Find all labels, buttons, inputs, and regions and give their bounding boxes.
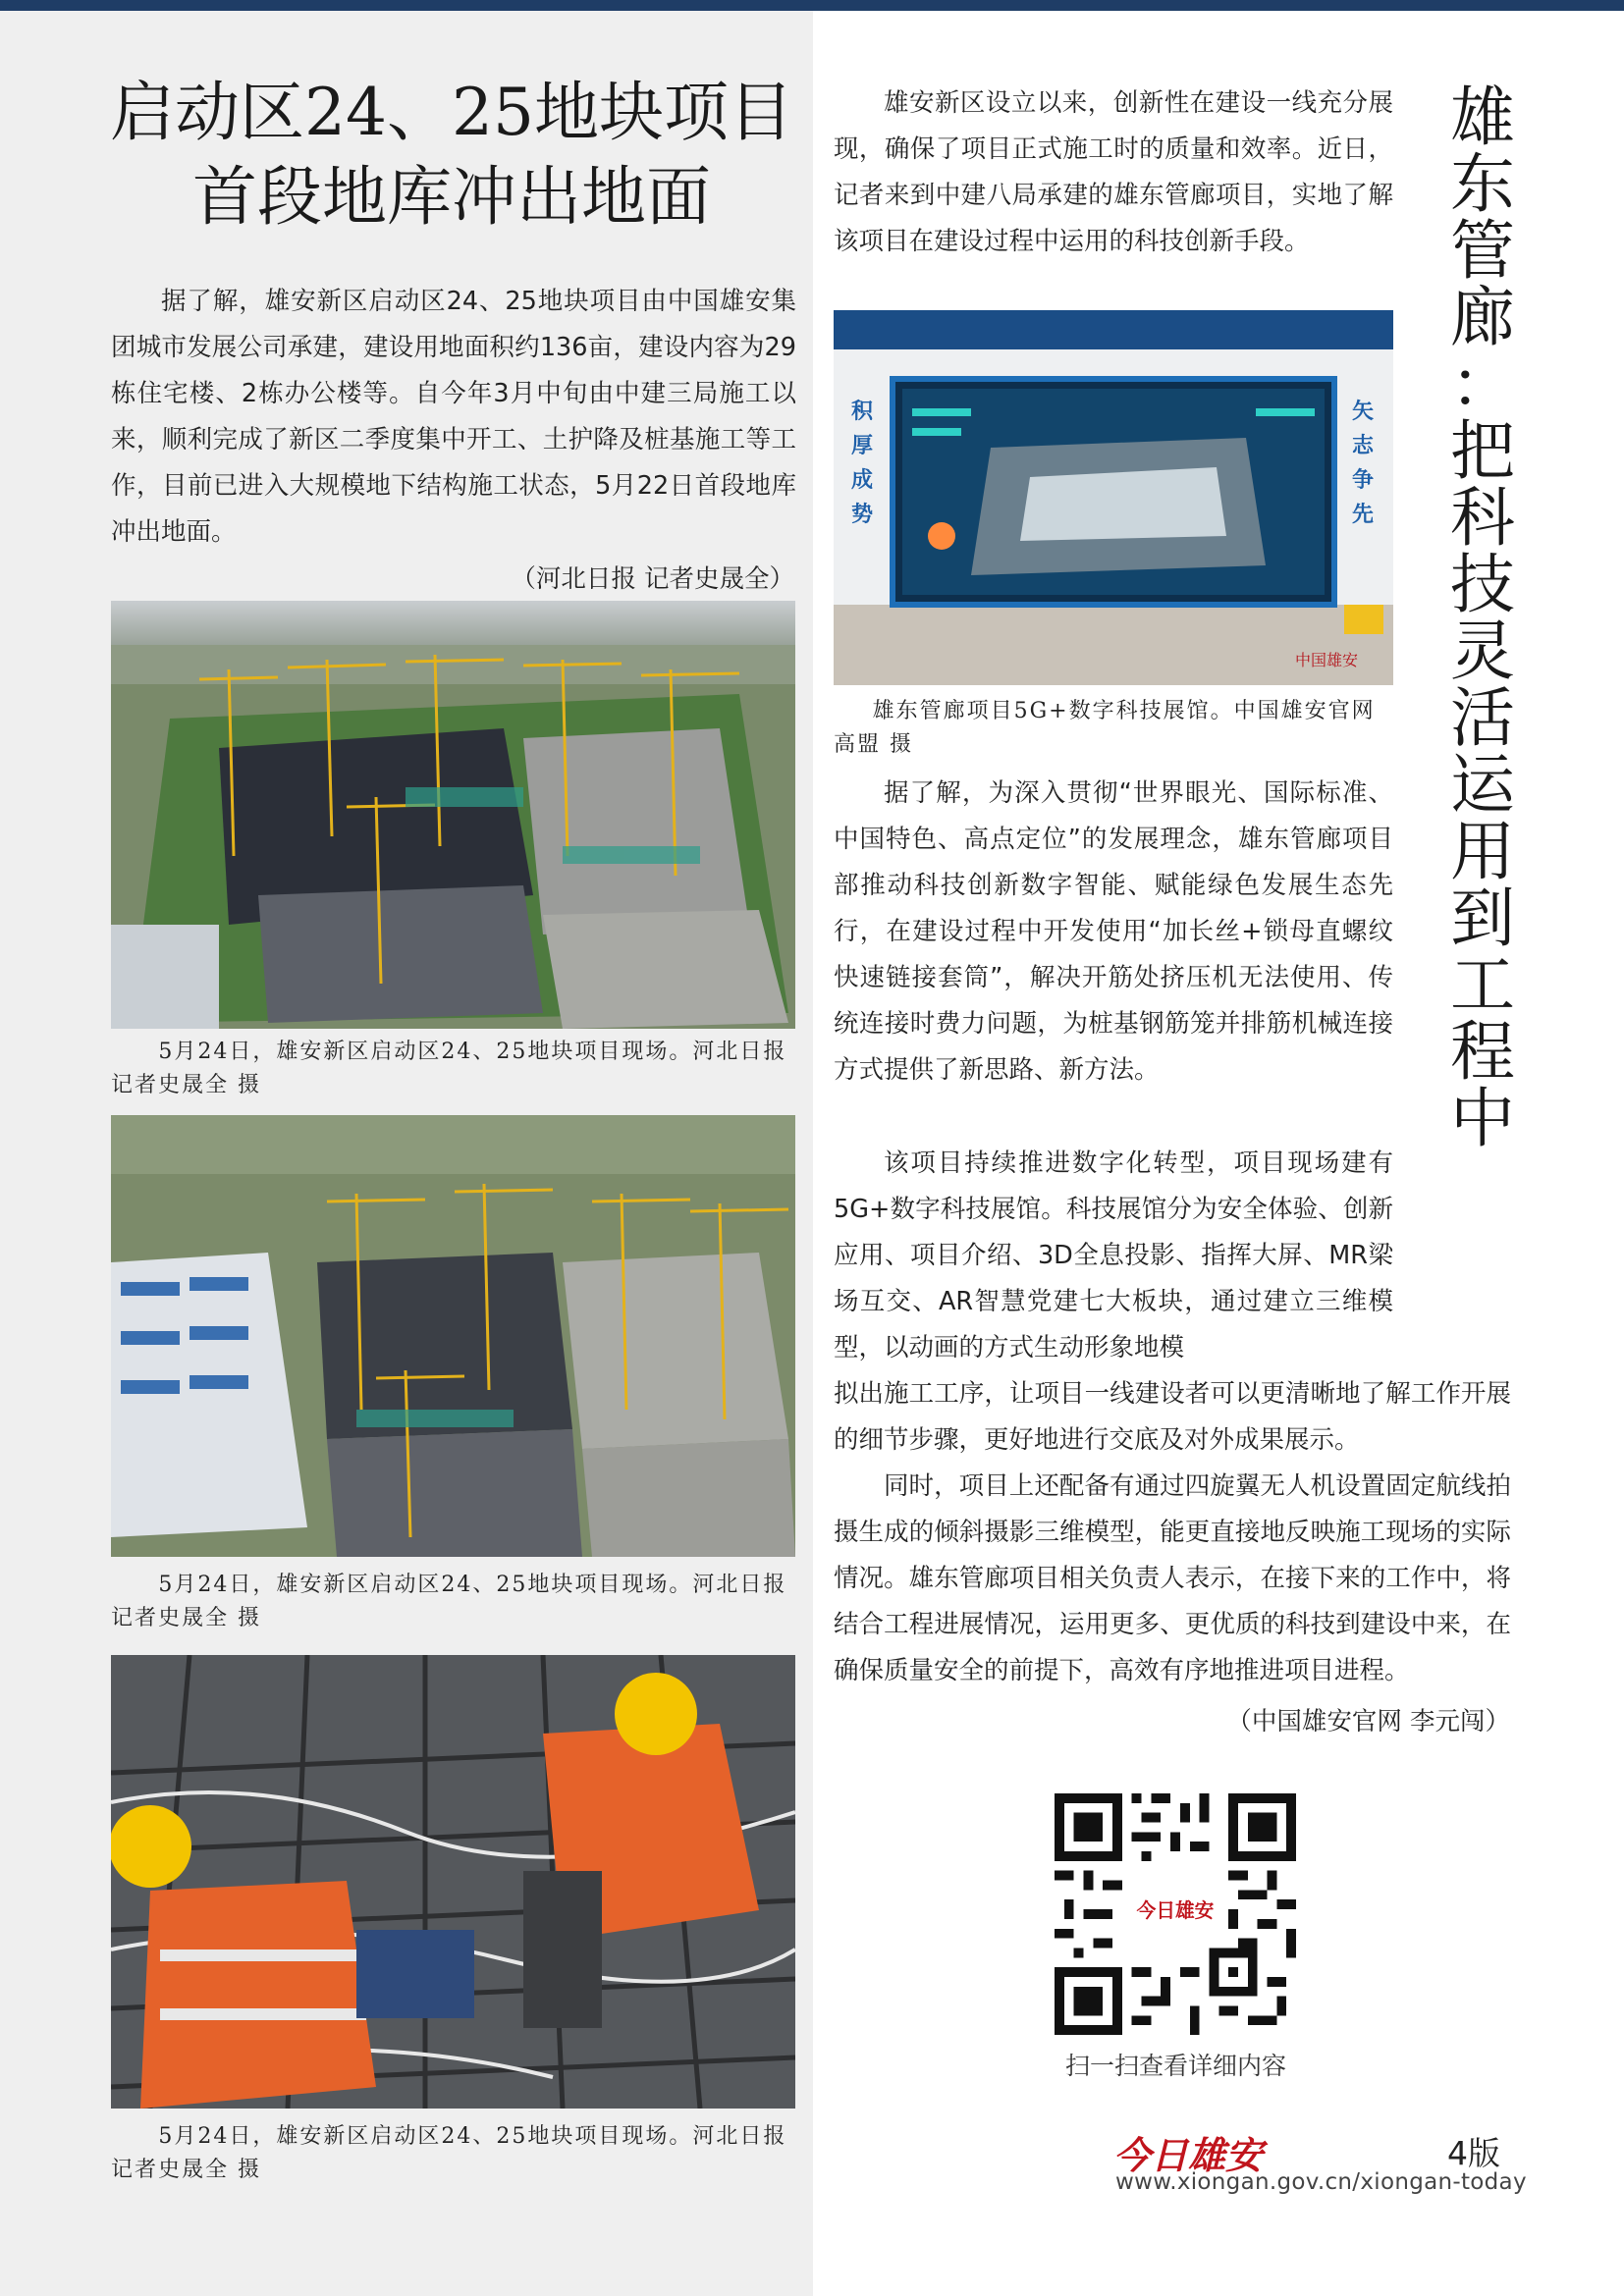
wall-slogan-right-4: 先 (1352, 502, 1375, 527)
brand-logo: 今日雄安 (1113, 2133, 1264, 2177)
qr-caption: 扫一扫查看详细内容 (1064, 2052, 1286, 2080)
wall-slogan-right-3: 争 (1352, 467, 1375, 493)
right-article-credit: （中国雄安官网 李元闯） (1226, 1707, 1510, 1736)
construction-aerial-photo-2 (111, 1115, 795, 1557)
wall-slogan-right-1: 矢 (1352, 399, 1375, 424)
headline (108, 71, 795, 240)
vertical-char: 东 (1450, 146, 1515, 222)
headline-line-2: 首段地库冲出地面 (192, 159, 711, 235)
right-paragraph-3-part-1: 该项目持续推进数字化转型，项目现场建有5G+数字科技展馆。科技展馆分为安全体验、创新应用、项目介绍、3D全息投影、指挥大屏、MR梁场互交、AR智慧党建七大板块，通过建立三维模型，以动画的方式生动形象地模 (834, 1148, 1393, 1362)
construction-aerial-photo-1 (111, 601, 795, 1029)
page-number: 4版 (1447, 2134, 1500, 2172)
vertical-char: 灵 (1450, 614, 1515, 689)
qr-code[interactable] (1055, 1793, 1296, 2035)
vertical-char: ： (1450, 347, 1515, 422)
website-url[interactable]: www.xiongan.gov.cn/xiongan-today (1115, 2169, 1527, 2195)
photo-1-caption: 5月24日，雄安新区启动区24、25地块项目现场。河北日报记者史晟全 摄 (111, 1040, 787, 1097)
exhibition-hall-photo (834, 310, 1393, 685)
right-paragraph-4: 同时，项目上还配备有通过四旋翼无人机设置固定航线拍摄生成的倾斜摄影三维模型，能更直接地反映施工现场的实际情况。雄东管廊项目相关负责人表示，在接下来的工作中，将结合工程进展情况，运用更多、更优质的科技到建设中来，在确保质量安全的前提下，高效有序地推进项目进程。 (834, 1471, 1511, 1685)
qr-center-label: 今日雄安 (1136, 1898, 1215, 1922)
vertical-char: 中 (1450, 1081, 1515, 1156)
vertical-char: 用 (1450, 814, 1515, 889)
headline-line-1: 启动区24、25地块项目 (110, 75, 793, 150)
exhibition-photo-caption: 雄东管廊项目5G+数字科技展馆。中国雄安官网高盟 摄 (834, 699, 1376, 757)
wall-slogan-left-4: 势 (851, 502, 874, 527)
vertical-char: 雄 (1450, 80, 1515, 155)
vertical-char: 到 (1450, 881, 1515, 956)
photo-2-caption: 5月24日，雄安新区启动区24、25地块项目现场。河北日报记者史晟全 摄 (111, 1573, 787, 1630)
right-paragraph-3-part-2: 拟出施工工序，让项目一线建设者可以更清晰地了解工作开展的细节步骤，更好地进行交底及对外成果展示。 (834, 1379, 1511, 1455)
vertical-char: 技 (1450, 547, 1515, 622)
vertical-char: 程 (1450, 1014, 1515, 1090)
vertical-char: 活 (1450, 680, 1515, 756)
wall-slogan-left-3: 成 (851, 467, 874, 493)
vertical-char: 科 (1450, 480, 1515, 556)
vertical-char: 运 (1450, 747, 1515, 823)
workers-rebar-photo (111, 1655, 795, 2109)
wall-slogan-left-2: 厚 (851, 433, 874, 458)
vertical-char: 工 (1450, 947, 1515, 1023)
top-bar (0, 0, 1624, 11)
left-article-credit: （河北日报 记者史晟全） (511, 564, 794, 594)
photo-3-caption: 5月24日，雄安新区启动区24、25地块项目现场。河北日报记者史晟全 摄 (111, 2124, 787, 2182)
right-intro-paragraph: 雄安新区设立以来，创新性在建设一线充分展现，确保了项目正式施工时的质量和效率。近日，记者来到中建八局承建的雄东管廊项目，实地了解该项目在建设过程中运用的科技创新手段。 (834, 88, 1393, 256)
vertical-char: 廊 (1450, 280, 1515, 355)
photo-watermark: 中国雄安 (1295, 651, 1359, 669)
wall-slogan-left-1: 积 (851, 399, 874, 424)
vertical-char: 把 (1450, 413, 1515, 489)
left-article-paragraph: 据了解，雄安新区启动区24、25地块项目由中国雄安集团城市发展公司承建，建设用地面积约136亩，建设内容为29栋住宅楼、2栋办公楼等。自今年3月中旬由中建三局施工以来，顺利完成了新区二季度集中开工、土护降及桩基施工等工作，目前已进入大规模地下结构施工状态，5月22日首段地库冲出地面。 (111, 287, 796, 547)
vertical-headline (1443, 80, 1522, 1156)
wall-slogan-right-2: 志 (1352, 433, 1375, 458)
right-paragraph-2: 据了解，为深入贯彻“世界眼光、国际标准、中国特色、高点定位”的发展理念，雄东管廊项目部推动科技创新数字智能、赋能绿色发展生态先行，在建设过程中开发使用“加长丝+锁母直螺纹快速链接套筒”，解决开筋处挤压机无法使用、传统连接时费力问题，为桩基钢筋笼并排筋机械连接方式提供了新思路、新方法。 (834, 778, 1393, 1085)
vertical-char: 管 (1450, 213, 1515, 289)
